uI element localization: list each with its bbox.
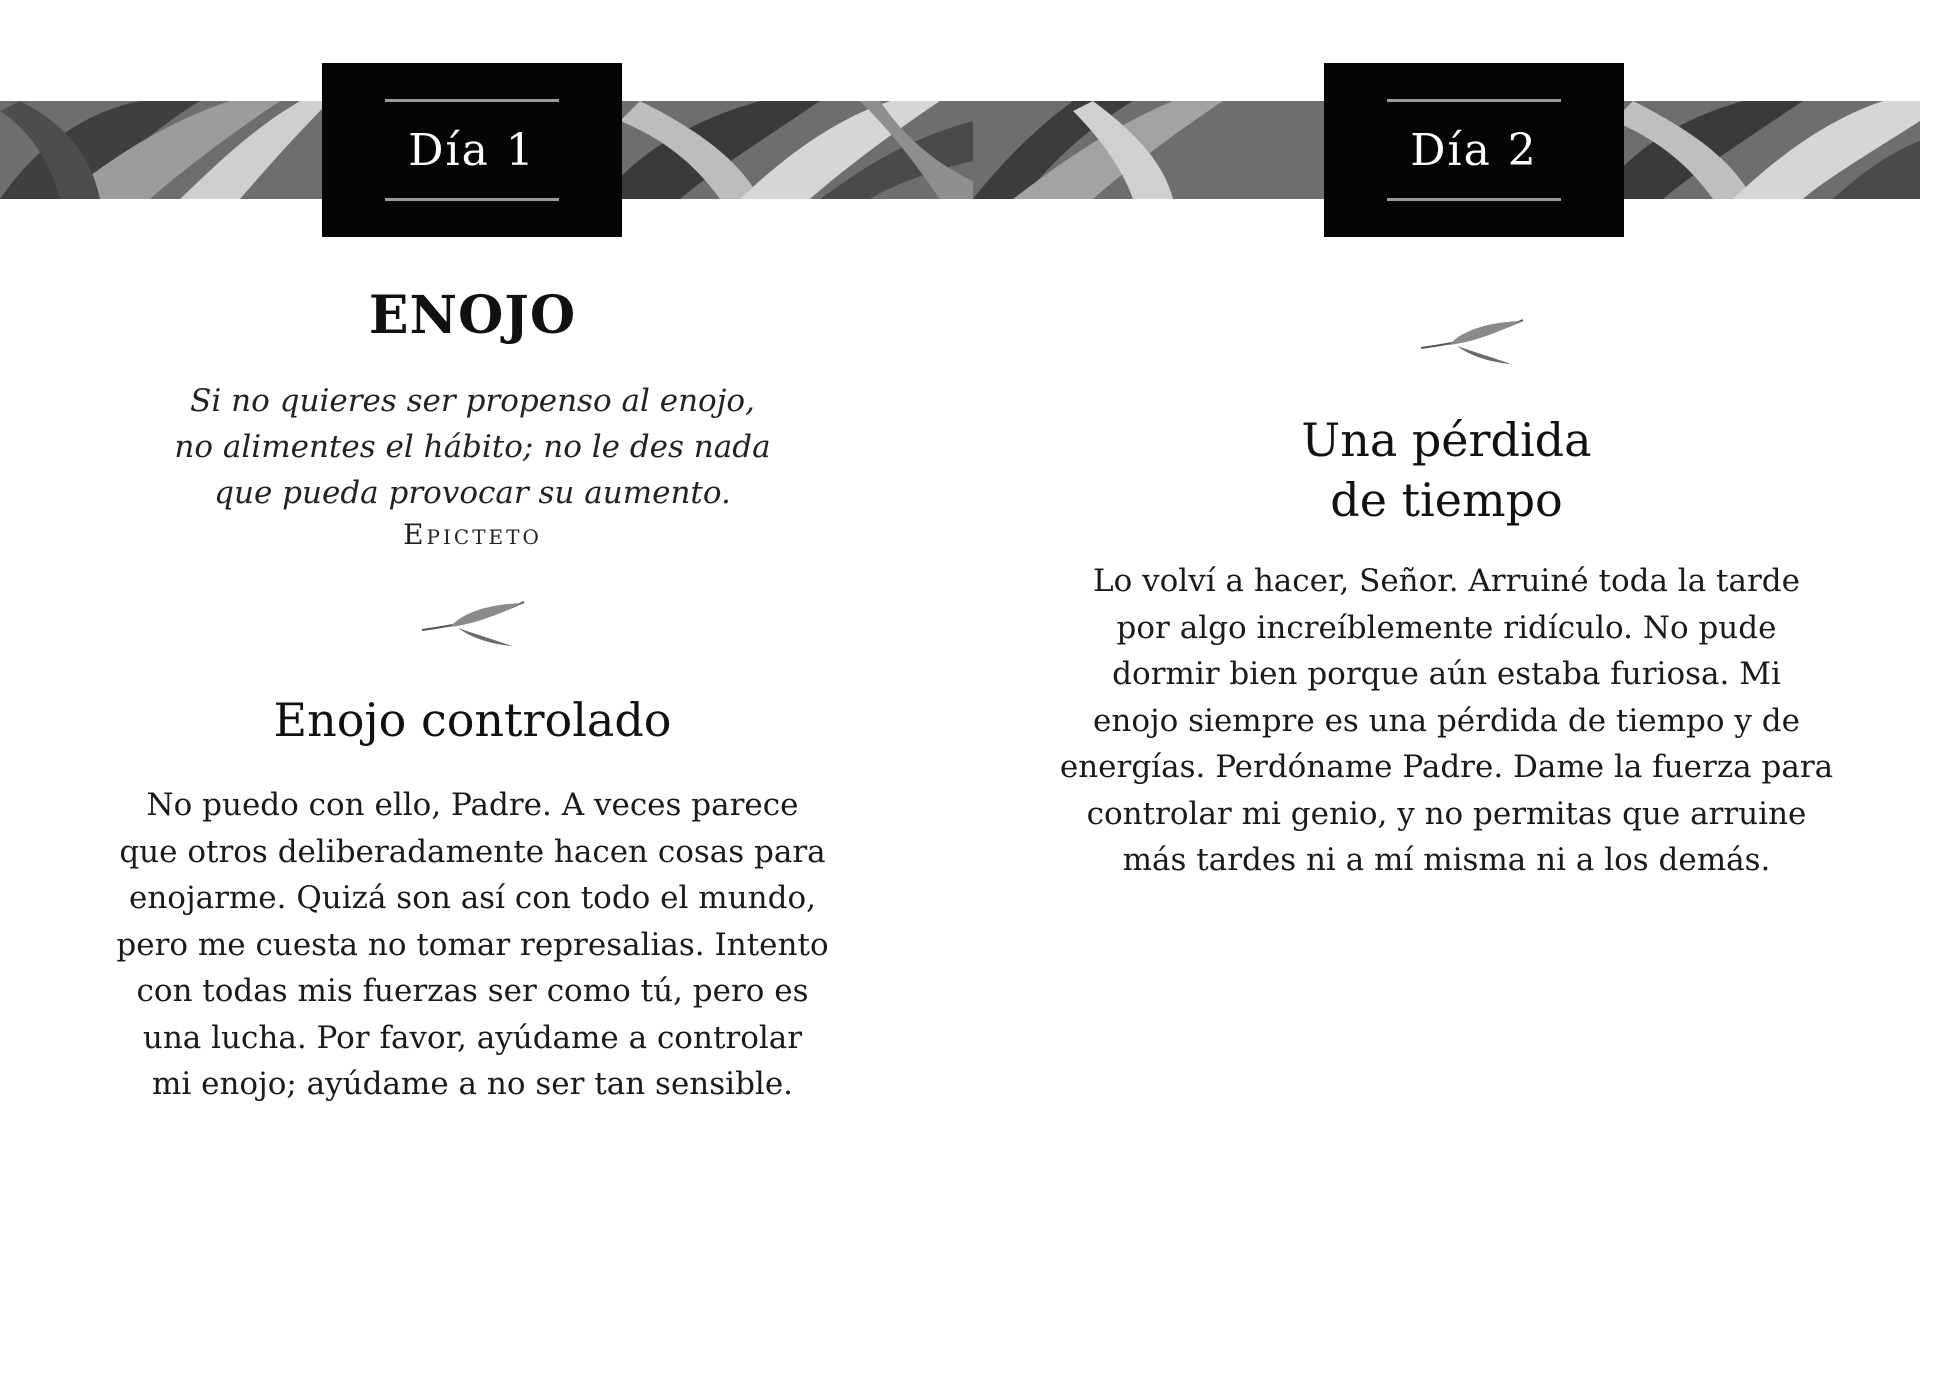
body-paragraph [1013,558,1880,884]
body-line: enojarme. Quizá son así con todo el mundo, [129,880,816,916]
day-label: Día 1 [408,124,536,176]
body-line: que otros deliberadamente hacen cosas para [119,833,826,870]
body-line: mi enojo; ayúdame a no ser tan sensible. [151,1066,794,1102]
body-line: por algo increíblemente ridículo. No pude [1116,609,1777,646]
body-line: controlar mi genio, y no permitas que arruine [1086,795,1807,832]
right-page [973,0,1946,1374]
body-paragraph [90,782,855,1108]
leaf-icon [420,600,526,650]
body-line: Lo volví a hacer, Señor. Arruiné toda la tarde [1093,563,1800,599]
body-line: con todas mis fuerzas ser como tú, pero es [136,973,809,1009]
day-number-box [322,63,622,237]
epigraph-quote [90,378,855,516]
body-line: pero me cuesta no tomar represalias. Intento [116,926,829,963]
quote-line: Si no quieres ser propenso al enojo, [190,383,755,419]
body-line: enojo siempre es una pérdida de tiempo y de [1093,702,1800,739]
day-label: Día 2 [1410,124,1538,176]
day-number-box [1324,63,1624,237]
body-line: más tardes ni a mí misma ni a los demás. [1122,842,1771,878]
quote-author: Epicteto [403,518,542,551]
quote-line: que pueda provocar su aumento. [214,475,731,511]
leaf-icon [1419,318,1525,368]
section-title [1013,410,1880,530]
section-title-line: de tiempo [1330,473,1563,527]
body-line: No puedo con ello, Padre. A veces parece [146,787,799,823]
section-title-line: Una pérdida [1301,413,1592,467]
topic-heading: ENOJO [368,285,577,346]
body-line: una lucha. Por favor, ayúdame a controlar [142,1019,803,1056]
quote-line: no alimentes el hábito; no le des nada [174,429,771,465]
body-line: dormir bien porque aún estaba furiosa. Mi [1112,656,1781,692]
section-title: Enojo controlado [273,693,672,747]
body-line: energías. Perdóname Padre. Dame la fuerza para [1059,749,1834,785]
